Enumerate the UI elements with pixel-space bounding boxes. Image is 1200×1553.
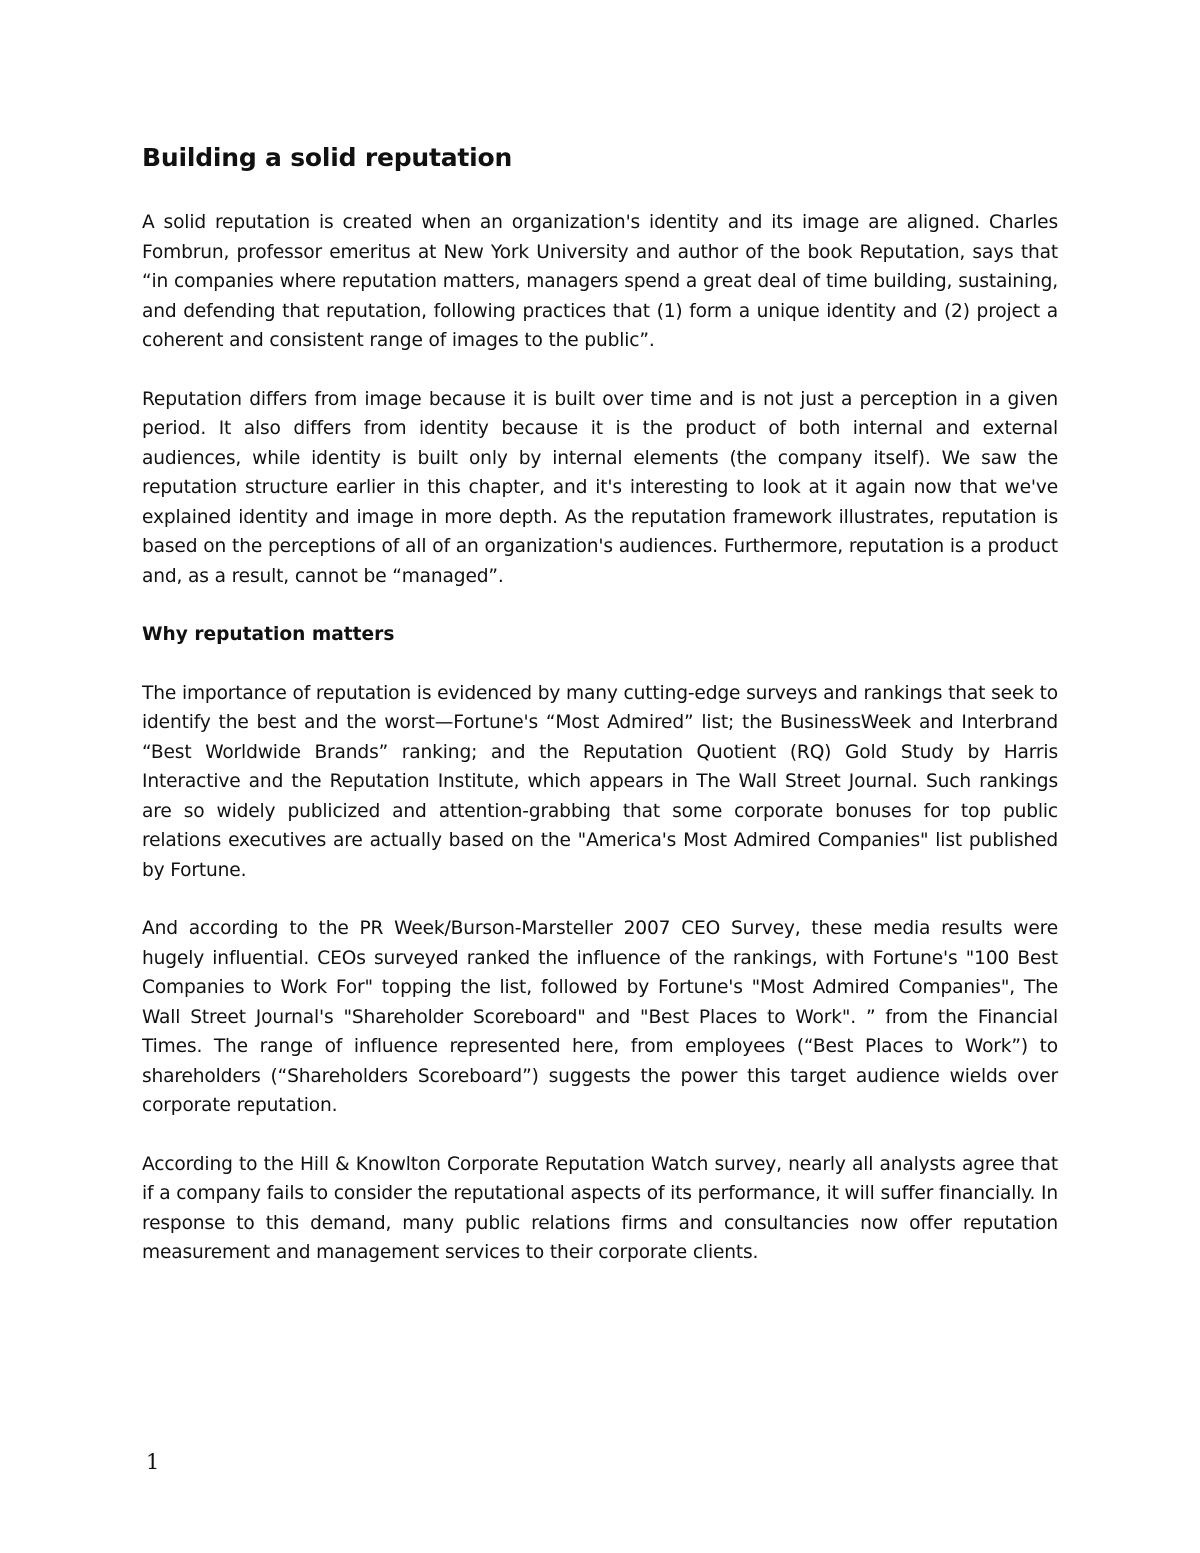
paragraph-identity-image: A solid reputation is created when an organization's identity and its image are aligned. Charles Fombrun, professor emeritus at New York University and author of the book Reputation, says that “in companies where reputation matters, managers spend a great deal of time building, sustaining, and defending that reputation, following practices that (1) form a unique identity and (2) project a coherent and consistent range of images to the public”. bbox=[142, 212, 1058, 351]
section-heading: Why reputation matters bbox=[142, 624, 395, 645]
page-number: 1 bbox=[146, 1450, 160, 1474]
document-page bbox=[142, 140, 1058, 1297]
paragraph-ceo-survey: And according to the PR Week/Burson-Marsteller 2007 CEO Survey, these media results were hugely influential. CEOs surveyed ranked the influence of the rankings, with Fortune's "100 Best Companies to Work For" topping the list, followed by Fortune's "Most Admired Companies", The Wall Street Journal's "Shareholder Scoreboard" and "Best Places to Work". ” from the Financial Times. The range of influence represented here, from employees (“Best Places to Work”) to shareholders (“Shareholders Scoreboard”) suggests the power this target audience wields over corporate reputation. bbox=[142, 918, 1058, 1116]
page-title: Building a solid reputation bbox=[142, 143, 513, 172]
paragraph-rankings: The importance of reputation is evidenced by many cutting-edge surveys and rankings that seek to identify the best and the worst—Fortune's “Most Admired” list; the BusinessWeek and Interbrand “Best Worldwide Brands” ranking; and the Reputation Quotient (RQ) Gold Study by Harris Interactive and the Reputation Institute, which appears in The Wall Street Journal. Such rankings are so widely publicized and attention-grabbing that some corporate bonuses for top public relations executives are actually based on the "America's Most Admired Companies" list published by Fortune. bbox=[142, 682, 1058, 881]
paragraph-hill-knowlton: According to the Hill & Knowlton Corporate Reputation Watch survey, nearly all analysts agree that if a company fails to consider the reputational aspects of its performance, it will suffer financially. In response to this demand, many public relations firms and consultancies now offer reputation measurement and management services to their corporate clients. bbox=[142, 1153, 1058, 1263]
paragraph-reputation-differs: Reputation differs from image because it is built over time and is not just a perception in a given period. It also differs from identity because it is the product of both internal and external audiences, while identity is built only by internal elements (the company itself). We saw the reputation structure earlier in this chapter, and it's interesting to look at it again now that we've explained identity and image in more depth. As the reputation framework illustrates, reputation is based on the perceptions of all of an organization's audiences. Furthermore, reputation is a product and, as a result, cannot be “managed”. bbox=[142, 388, 1058, 587]
